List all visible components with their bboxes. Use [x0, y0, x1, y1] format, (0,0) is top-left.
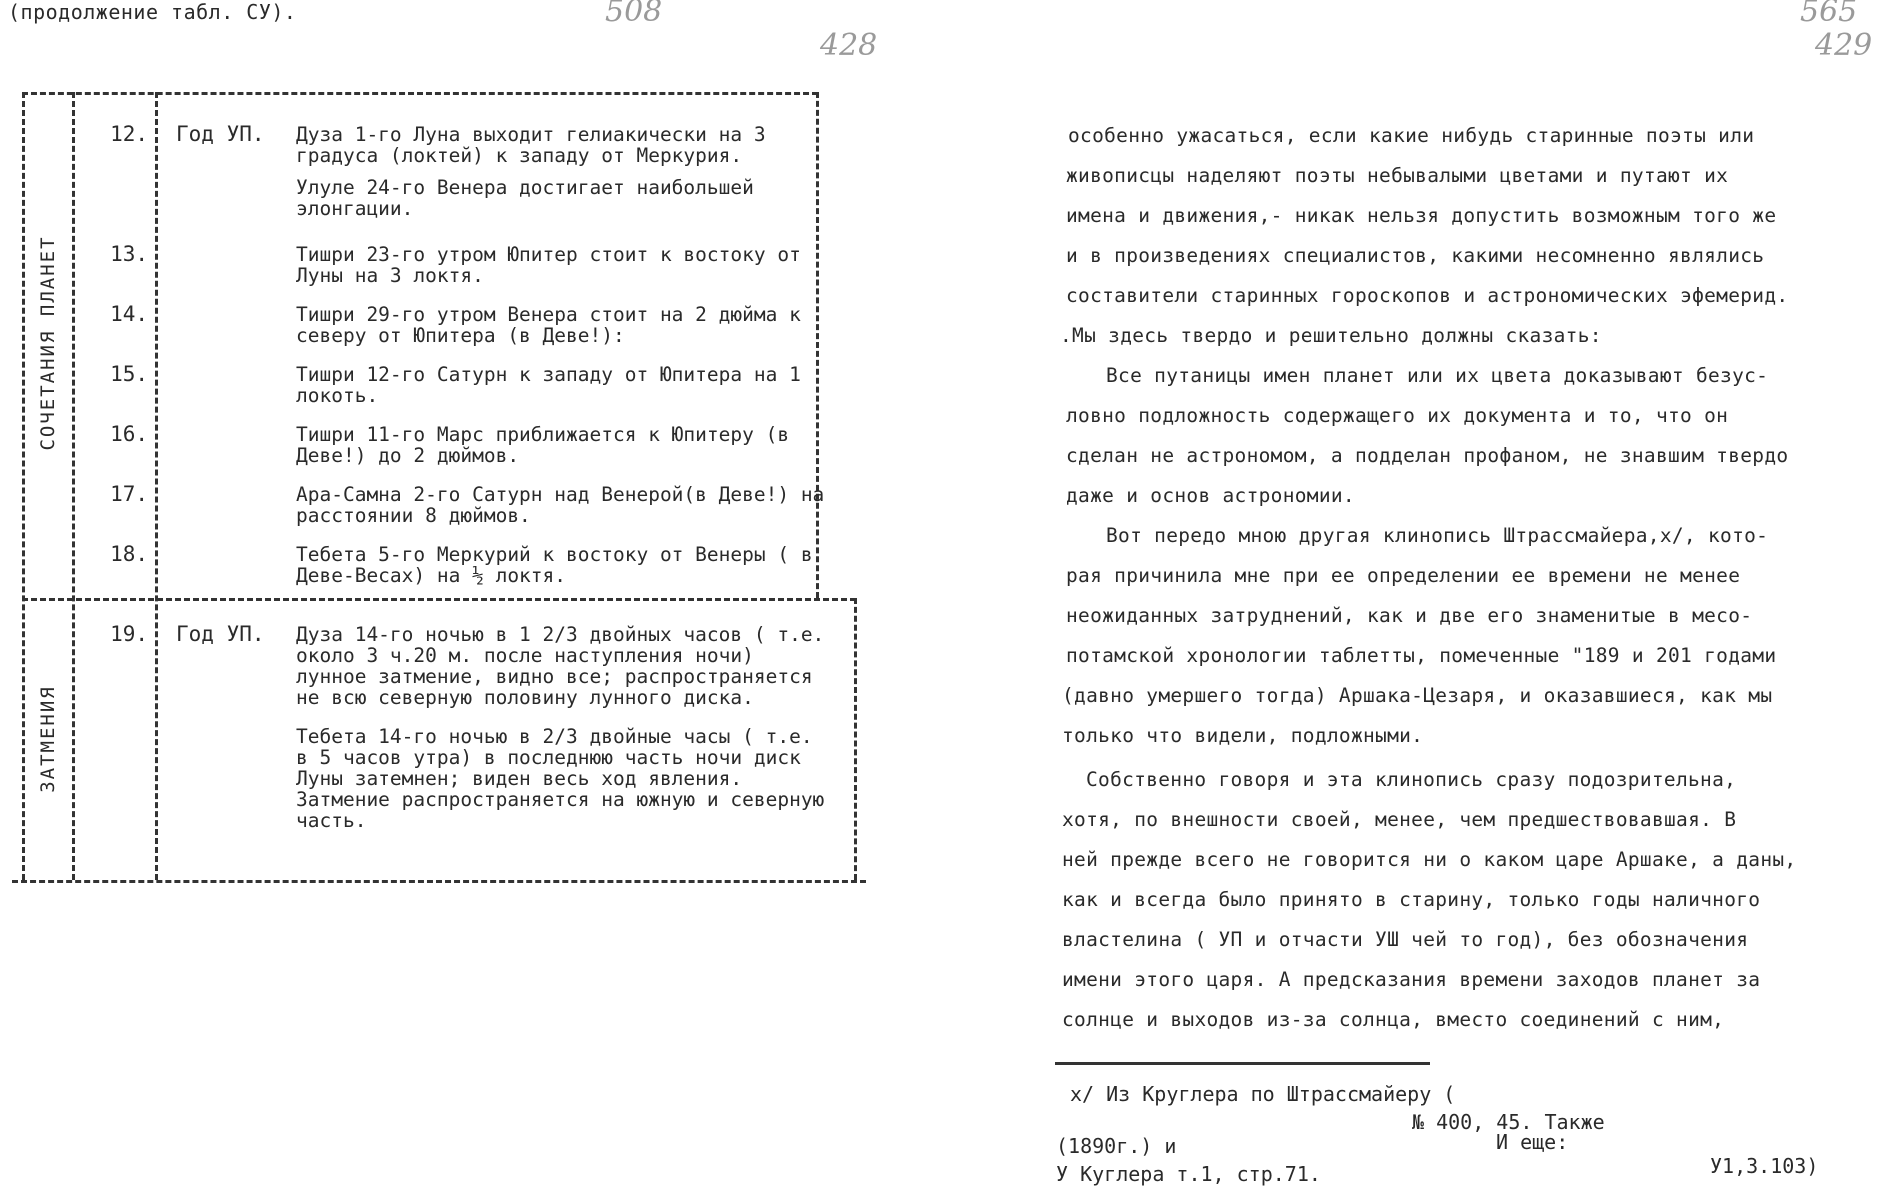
row-text: Дуза 14-го ночью в 1 2/3 двойных часов ( т.е. около 3 ч.20 м. после наступления ночи) лунное затмение, видно все; распространяется не всю северную половину лунного диска. Тебета 14-го ночью в 2/3 двойные часы ( т.е. в 5 часов утра) в последнюю часть ночи диск Луны затемнен; виден весь ход явления. Затмение распространяется на южную и северную часть.: [296, 623, 825, 832]
footnote-line: x/ Из Круглера по Штрассмайеру (: [1070, 1082, 1456, 1106]
row-number: 18.: [110, 542, 148, 566]
archive-number-left-bottom: 428: [820, 28, 878, 63]
row-year: Год УП.: [176, 122, 265, 146]
body-line: (давно умершего тогда) Аршака-Цезаря, и оказавшиеся, как мы: [1062, 684, 1773, 707]
archive-number-left-top: 508: [605, 0, 663, 29]
footnote-line: У1,3.103): [1710, 1154, 1819, 1178]
body-line: Собственно говоря и эта клинопись сразу подозрительна,: [1086, 768, 1737, 791]
row-number: 15.: [110, 362, 148, 386]
body-line: только что видели, подложными.: [1062, 724, 1424, 747]
body-line: ней прежде всего не говорится ни о каком царе Аршаке, а даны,: [1062, 848, 1797, 871]
body-line: Все путаницы имен планет или их цвета доказывают безус-: [1106, 364, 1769, 387]
footnote-line: (1890г.) и: [1056, 1134, 1177, 1158]
row-year: Год УП.: [176, 622, 265, 646]
body-line: и в произведениях специалистов, какими несомненно являлись: [1066, 244, 1765, 267]
body-line: особенно ужасаться, если какие нибудь старинные поэты или: [1068, 124, 1755, 147]
body-line: солнце и выходов из-за солнца, вместо соединений с ним,: [1062, 1008, 1725, 1031]
row-text: Дуза 1-го Луна выходит гелиакически на 3 градуса (локтей) к западу от Меркурия. Улуле 24-го Венера достигает наибольшей элонгации.: [296, 123, 766, 220]
row-text: Тишри 29-го утром Венера стоит на 2 дюйма к северу от Юпитера (в Деве!):: [296, 303, 801, 347]
body-line: хотя, по внешности своей, менее, чем предшествовавшая. В: [1062, 808, 1737, 831]
row-number: 13.: [110, 242, 148, 266]
row-number: 16.: [110, 422, 148, 446]
row-number: 14.: [110, 302, 148, 326]
body-line: имени этого царя. А предсказания времени заходов планет за: [1062, 968, 1761, 991]
body-line: как и всегда было принято в старину, только годы наличного: [1062, 888, 1761, 911]
body-line: рая причинила мне при ее определении ее времени не менее: [1066, 564, 1741, 587]
body-line: потамской хронологии таблетты, помеченные "189 и 201 годами: [1066, 644, 1777, 667]
body-line: ловно подложность содержащего их документа и то, что он: [1066, 404, 1729, 427]
row-text: Тишри 12-го Сатурн к западу от Юпитера на 1 локоть.: [296, 363, 801, 407]
footnote-line: У Куглера т.1, стр.71.: [1056, 1162, 1321, 1186]
body-line: имена и движения,- никак нельзя допустить возможным того же: [1066, 204, 1777, 227]
footnote-line: И еще:: [1496, 1130, 1569, 1154]
row-text: Тебета 5-го Меркурий к востоку от Венеры ( в Деве-Весах) на ½ локтя.: [296, 543, 813, 587]
body-line: неожиданных затруднений, как и две его знаменитые в месо-: [1066, 604, 1753, 627]
body-line: властелина ( УП и отчасти УШ чей то год), без обозначения: [1062, 928, 1749, 951]
row-number: 19.: [110, 622, 148, 646]
row-number: 17.: [110, 482, 148, 506]
body-line: составители старинных гороскопов и астрономических эфемерид.: [1066, 284, 1789, 307]
footnote-line: № 400, 45. Также: [1412, 1110, 1605, 1134]
body-line: .Мы здесь твердо и решительно должны сказать:: [1060, 324, 1602, 347]
group-label-eclipses: ЗАТМЕНИЯ: [37, 685, 59, 793]
row-text: Тишри 23-го утром Юпитер стоит к востоку от Луны на 3 локтя.: [296, 243, 801, 287]
archive-number-right-bottom: 429: [1815, 28, 1873, 63]
row-text: Тишри 11-го Марс приближается к Юпитеру (в Деве!) до 2 дюймов.: [296, 423, 790, 467]
row-text: Ара-Самна 2-го Сатурн над Венерой(в Деве!) на расстоянии 8 дюймов.: [296, 483, 825, 527]
body-line: живописцы наделяют поэты небывалыми цветами и путают их: [1066, 164, 1729, 187]
footnote-rule: [1055, 1062, 1430, 1065]
row-number: 12.: [110, 122, 148, 146]
body-line: сделан не астрономом, а подделан профаном, не знавшим твердо: [1066, 444, 1789, 467]
body-line: Вот передо мною другая клинопись Штрассмайера,x/, кото-: [1106, 524, 1769, 547]
group-label-planet-conjunctions: СОЧЕТАНИЯ ПЛАНЕТ: [37, 235, 59, 451]
archive-number-right-top: 565: [1800, 0, 1858, 29]
continuation-header: (продолжение табл. СУ).: [8, 0, 297, 24]
body-line: даже и основ астрономии.: [1066, 484, 1355, 507]
